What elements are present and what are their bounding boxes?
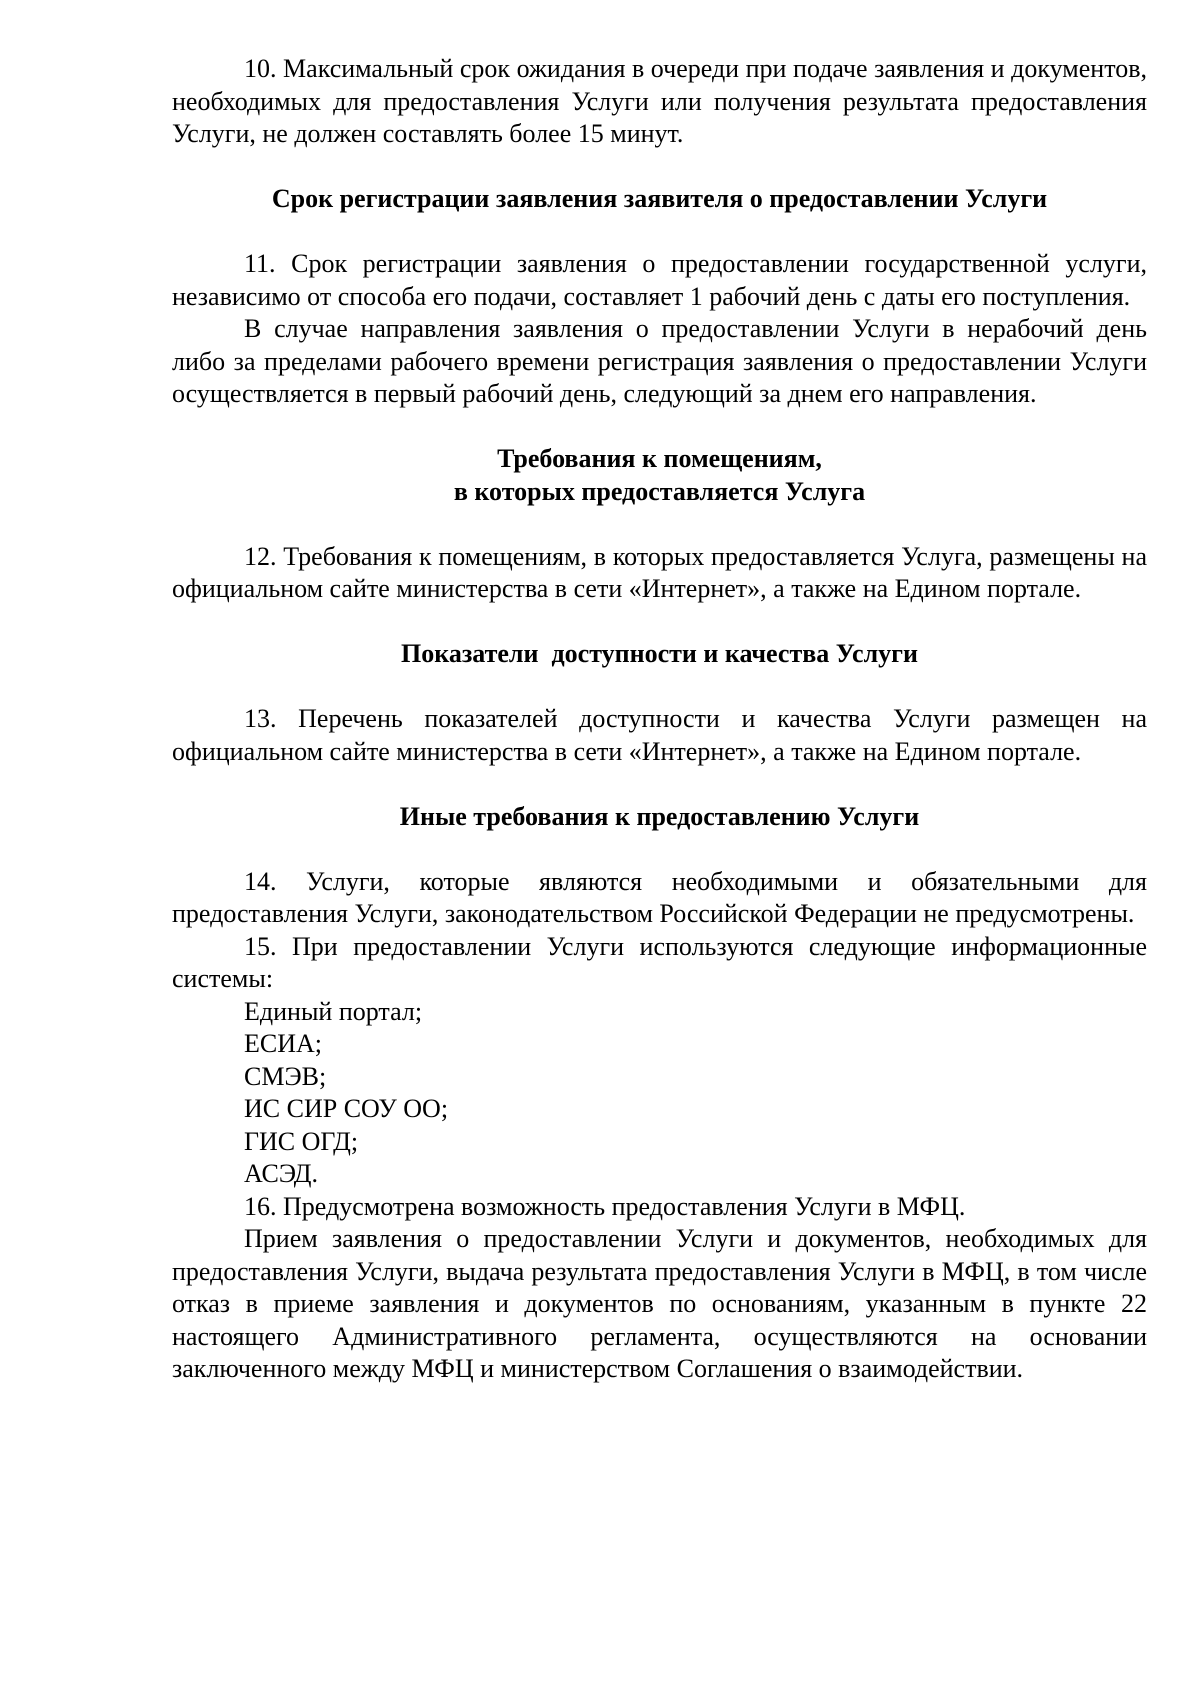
spacer bbox=[172, 151, 1147, 184]
heading-registration-term: Срок регистрации заявления заявителя о предоставлении Услуги bbox=[271, 184, 1048, 213]
list-item: Единый портал; bbox=[244, 996, 423, 1026]
spacer bbox=[172, 671, 1147, 704]
paragraph-15: 15. При предоставлении Услуги используются следующие информационные системы: bbox=[172, 931, 1147, 993]
paragraph-13: 13. Перечень показателей доступности и качества Услуги размещен на официальном сайте министерства в сети «Интернет», а также на Едином портале. bbox=[172, 704, 1147, 766]
paragraph-16-continued: Прием заявления о предоставлении Услуги и документов, необходимых для предоставления Услуги, выдача результата предоставления Услуги в МФЦ, в том числе отказ в приеме заявления и документов по основаниям, указанным в пункте 22 настоящего Административного регламента, осуществляются на основании заключенного между МФЦ и министерством Соглашения о взаимодействии. bbox=[172, 1224, 1147, 1383]
heading-premises-line-1: Требования к помещениям, bbox=[497, 444, 822, 473]
document-body bbox=[172, 53, 1147, 1386]
spacer bbox=[172, 508, 1147, 541]
heading-other-requirements: Иные требования к предоставлению Услуги bbox=[399, 801, 920, 831]
spacer bbox=[172, 833, 1147, 866]
spacer bbox=[172, 768, 1147, 801]
information-systems-list bbox=[172, 996, 1147, 1191]
spacer bbox=[172, 606, 1147, 639]
paragraph-12: 12. Требования к помещениям, в которых предоставляется Услуга, размещены на официальном сайте министерства в сети «Интернет», а также на Едином портале. bbox=[172, 541, 1147, 603]
paragraph-14: 14. Услуги, которые являются необходимыми и обязательными для предоставления Услуги, законодательством Российской Федерации не предусмотрены. bbox=[172, 866, 1147, 928]
paragraph-16: 16. Предусмотрена возможность предоставления Услуги в МФЦ. bbox=[244, 1191, 966, 1221]
spacer bbox=[172, 411, 1147, 444]
paragraph-10: 10. Максимальный срок ожидания в очереди при подаче заявления и документов, необходимых для предоставления Услуги или получения результата предоставления Услуги, не должен составлять более 15 минут. bbox=[172, 54, 1147, 148]
list-item: АСЭД. bbox=[244, 1159, 319, 1188]
heading-premises-requirements bbox=[172, 443, 1147, 508]
list-item: ИС СИР СОУ ОО; bbox=[244, 1094, 449, 1123]
paragraph-11-continued: В случае направления заявления о предоставлении Услуги в нерабочий день либо за пределами рабочего времени регистрация заявления о предоставлении Услуги осуществляется в первый рабочий день, следующий за днем его направления. bbox=[172, 314, 1147, 408]
heading-premises-line-2: в которых предоставляется Услуга bbox=[453, 476, 866, 506]
list-item: ЕСИА; bbox=[244, 1029, 322, 1058]
list-item: ГИС ОГД; bbox=[244, 1126, 359, 1156]
list-item: СМЭВ; bbox=[244, 1061, 327, 1091]
spacer bbox=[172, 216, 1147, 249]
heading-quality-indicators: Показатели доступности и качества Услуги bbox=[401, 639, 918, 668]
paragraph-11: 11. Срок регистрации заявления о предоставлении государственной услуги, независимо от способа его подачи, составляет 1 рабочий день с даты его поступления. bbox=[172, 249, 1147, 311]
